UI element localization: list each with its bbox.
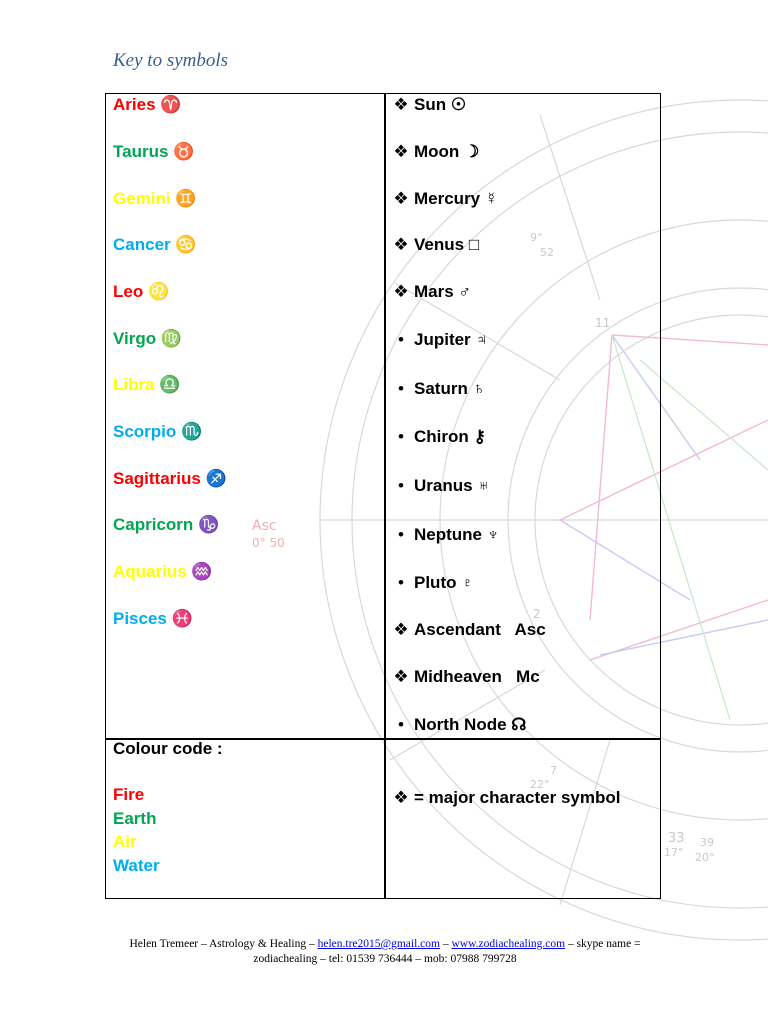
planet-name: Pluto <box>414 573 457 592</box>
bullet-icon: • <box>398 525 404 544</box>
sign-name: Cancer <box>113 235 171 254</box>
planet-entry-midheaven <box>393 667 540 687</box>
footer-separator: – <box>439 938 452 950</box>
colour-code-title-text: Colour code <box>113 739 213 758</box>
footer-prefix: Helen Tremeer – Astrology & Healing – <box>129 938 318 950</box>
planet-name: Neptune <box>414 525 482 544</box>
uranus-icon: ♅ <box>477 476 491 495</box>
colour-code-earth: Earth <box>113 809 157 828</box>
planet-entry-moon <box>393 142 480 162</box>
diamond-bullet-icon: ❖ <box>393 788 409 807</box>
sign-entry-libra <box>113 375 180 395</box>
footer-contact <box>110 937 660 967</box>
sign-entry-aquarius <box>113 562 213 582</box>
chart-degree-label: 22° <box>530 778 550 791</box>
north-node-icon: ☊ <box>511 715 527 734</box>
sign-name: Leo <box>113 282 144 301</box>
chart-degree-label: 7 <box>550 764 557 777</box>
planet-name: Midheaven <box>414 667 502 686</box>
chart-degree-label: 20° <box>695 851 715 864</box>
midheaven-abbrev: Mc <box>516 667 540 686</box>
planet-entry-jupiter <box>398 330 489 350</box>
sign-entry-sagittarius <box>113 469 227 489</box>
sign-entry-virgo <box>113 329 182 349</box>
planet-entry-uranus <box>398 476 491 496</box>
libra-icon: ♎ <box>159 375 181 394</box>
chart-degree-label: 39 <box>700 836 714 849</box>
capricorn-icon: ♑ <box>198 515 220 534</box>
ascendant-abbrev: Asc <box>514 620 546 639</box>
pluto-icon: ♇ <box>461 573 474 592</box>
sign-name: Aries <box>113 95 156 114</box>
email-link[interactable]: helen.tre2015@gmail.com <box>317 938 440 950</box>
planet-entry-chiron <box>398 427 486 447</box>
diamond-bullet-icon: ❖ <box>393 282 409 301</box>
planet-entry-venus <box>393 235 480 255</box>
planet-name: Sun <box>414 95 447 114</box>
chart-degree-label: 17° <box>664 846 684 859</box>
sign-entry-capricorn <box>113 515 219 535</box>
virgo-icon: ♍ <box>160 329 183 348</box>
diamond-bullet-icon: ❖ <box>393 95 409 114</box>
planet-entry-mercury <box>393 189 498 209</box>
gemini-icon: ♊ <box>175 189 197 208</box>
major-symbol-note <box>393 786 654 809</box>
planet-name: Ascendant <box>414 620 501 639</box>
colour-code-air: Air <box>113 832 137 851</box>
chart-house-number: 2 <box>533 607 541 621</box>
sign-entry-gemini <box>113 189 197 209</box>
chart-asc-degree: 0° 50 <box>252 536 285 550</box>
taurus-icon: ♉ <box>173 142 195 161</box>
colour-code-title <box>113 739 223 759</box>
chart-degree-label: 9° <box>530 231 543 244</box>
planet-name: Mars <box>414 282 454 301</box>
sign-name: Virgo <box>113 329 157 348</box>
chiron-icon: ⚷ <box>473 427 486 446</box>
bullet-icon: • <box>398 476 404 495</box>
chart-asc-label: Asc <box>252 518 277 534</box>
planet-name: Uranus <box>414 476 473 495</box>
planet-entry-sun <box>393 95 467 115</box>
sun-icon: ☉ <box>450 95 467 114</box>
sign-name: Pisces <box>113 609 167 628</box>
aries-icon: ♈ <box>160 95 182 114</box>
sign-entry-aries <box>113 95 181 115</box>
neptune-icon: ♆ <box>486 525 500 544</box>
sign-entry-leo <box>113 282 169 302</box>
planet-entry-ascendant <box>393 620 546 640</box>
planet-name: Chiron <box>414 427 469 446</box>
leo-icon: ♌ <box>147 282 170 301</box>
planet-entry-north-node <box>398 715 527 735</box>
planet-entry-saturn <box>398 379 486 399</box>
diamond-bullet-icon: ❖ <box>393 142 409 161</box>
chart-degree-label: 33 <box>668 831 685 846</box>
website-link[interactable]: www.zodiachealing.com <box>451 938 566 950</box>
major-symbol-note-text: = major character symbol <box>414 788 621 807</box>
diamond-bullet-icon: ❖ <box>393 667 409 686</box>
planet-entry-pluto <box>398 573 474 593</box>
planet-name: Moon <box>414 142 460 161</box>
cancer-icon: ♋ <box>175 235 197 254</box>
planet-name: Mercury <box>414 189 481 208</box>
sign-entry-pisces <box>113 609 193 629</box>
bullet-icon: • <box>398 379 404 398</box>
sign-name: Aquarius <box>113 562 187 581</box>
colour-code-fire: Fire <box>113 785 145 804</box>
sign-entry-taurus <box>113 142 194 162</box>
planet-name: Venus <box>414 235 465 254</box>
sign-name: Capricorn <box>113 515 194 534</box>
venus-icon: □ <box>468 235 480 254</box>
sign-name: Scorpio <box>113 422 177 441</box>
chart-house-number: 11 <box>595 316 611 330</box>
diamond-bullet-icon: ❖ <box>393 235 409 254</box>
bullet-icon: • <box>398 427 404 446</box>
jupiter-icon: ♃ <box>475 330 489 349</box>
sign-name: Sagittarius <box>113 469 201 488</box>
planet-name: Jupiter <box>414 330 471 349</box>
mercury-icon: ☿ <box>484 189 498 208</box>
bullet-icon: • <box>398 573 404 592</box>
planet-entry-neptune <box>398 525 500 545</box>
aquarius-icon: ♒ <box>191 562 213 581</box>
sign-name: Libra <box>113 375 155 394</box>
bullet-icon: • <box>398 715 404 734</box>
planet-name: Saturn <box>414 379 468 398</box>
pisces-icon: ♓ <box>171 609 193 628</box>
sign-entry-scorpio <box>113 422 202 442</box>
scorpio-icon: ♏ <box>181 422 203 441</box>
key-table <box>105 93 661 899</box>
moon-icon: ☽ <box>464 142 480 161</box>
column-divider <box>384 94 386 898</box>
sign-name: Taurus <box>113 142 169 161</box>
diamond-bullet-icon: ❖ <box>393 189 409 208</box>
diamond-bullet-icon: ❖ <box>393 620 409 639</box>
planet-entry-mars <box>393 282 472 302</box>
colour-code-colon: : <box>216 739 223 758</box>
sign-name: Gemini <box>113 189 171 208</box>
planet-name: North Node <box>414 715 507 734</box>
mars-icon: ♂ <box>458 282 472 301</box>
colour-code-water: Water <box>113 856 160 875</box>
footer-contact-details: – skype name = zodiachealing – tel: 01539 736444 – mob: 07988 799728 <box>253 938 641 965</box>
chart-degree-label: 52 <box>540 246 554 259</box>
bullet-icon: • <box>398 330 404 349</box>
sign-entry-cancer <box>113 235 197 255</box>
page-title: Key to symbols <box>113 50 229 71</box>
saturn-icon: ♄ <box>472 379 486 398</box>
sagittarius-icon: ♐ <box>205 469 227 488</box>
